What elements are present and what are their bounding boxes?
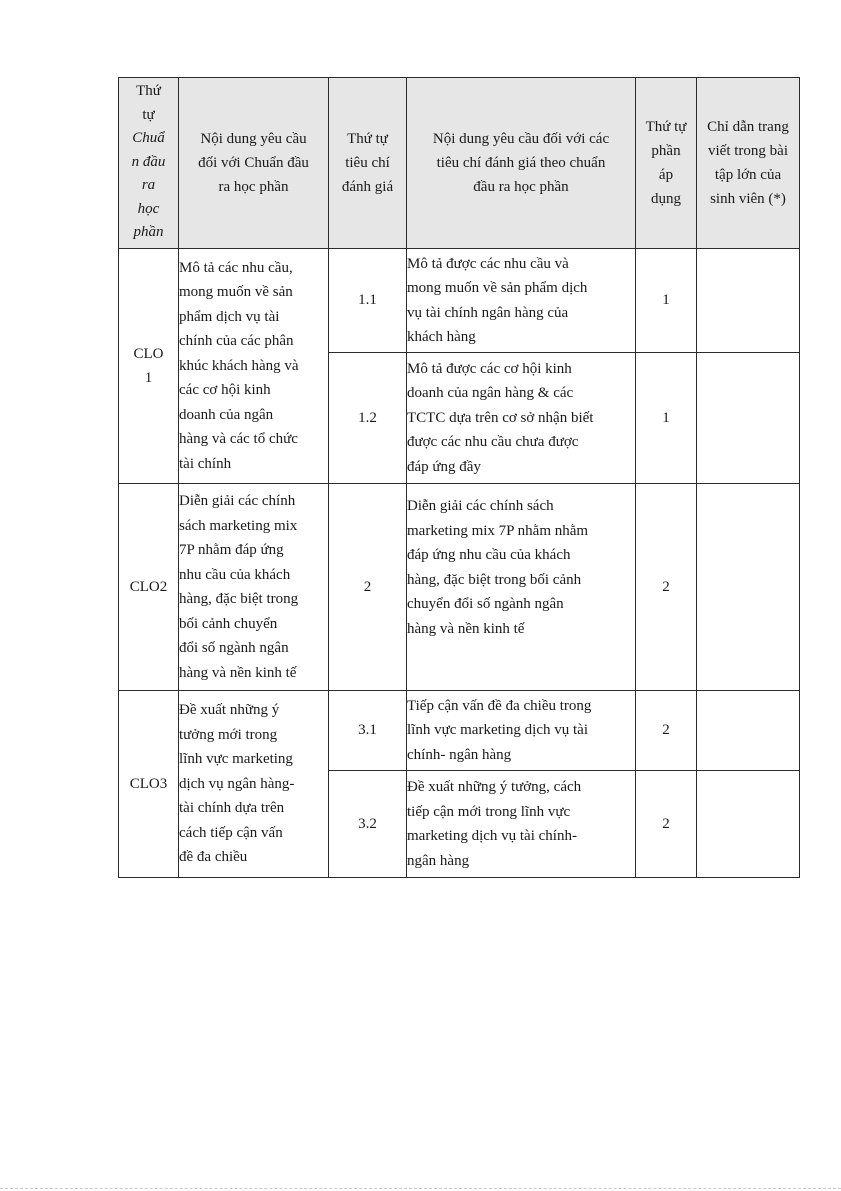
student-guide-cell [697, 484, 800, 691]
criteria-description: Đề xuất những ý tưởng, cách tiếp cận mới trong lĩnh vực marketing dịch vụ tài chính- ngân hàng [407, 771, 636, 878]
criteria-number: 1.2 [329, 353, 407, 484]
student-guide-cell [697, 771, 800, 878]
table-row [119, 691, 800, 771]
apply-order: 2 [636, 771, 697, 878]
clo-requirement: Diễn giải các chính sách marketing mix 7P nhằm đáp ứng nhu cầu của khách hàng, đặc biệt trong bối cảnh chuyển đổi số ngành ngân hàng và nền kinh tế [179, 484, 329, 691]
criteria-number: 1.1 [329, 249, 407, 353]
student-guide-cell [697, 691, 800, 771]
header-requirement: Nội dung yêu cầu đối với Chuẩn đầu ra học phần [179, 78, 329, 249]
clo-requirement: Mô tả các nhu cầu, mong muốn về sản phẩm dịch vụ tài chính của các phân khúc khách hàng và các cơ hội kinh doanh của ngân hàng và các tổ chức tài chính [179, 249, 329, 484]
criteria-number: 3.2 [329, 771, 407, 878]
criteria-description: Mô tả được các nhu cầu và mong muốn về sản phẩm dịch vụ tài chính ngân hàng của khách hàng [407, 249, 636, 353]
table-row [119, 484, 800, 691]
student-guide-cell [697, 249, 800, 353]
table-row [119, 249, 800, 353]
criteria-number: 3.1 [329, 691, 407, 771]
apply-order: 2 [636, 691, 697, 771]
header-student-guide: Chỉ dẫn trang viết trong bài tập lớn của sinh viên (*) [697, 78, 800, 249]
header-apply-order: Thứ tự phần áp dụng [636, 78, 697, 249]
header-criteria-order: Thứ tự tiêu chí đánh giá [329, 78, 407, 249]
page-bottom-divider [0, 1188, 841, 1189]
clo-requirement: Đề xuất những ý tưởng mới trong lĩnh vực marketing dịch vụ ngân hàng- tài chính dựa trên cách tiếp cận vấn đề đa chiều [179, 691, 329, 878]
clo-criteria-table [118, 77, 800, 878]
criteria-description: Tiếp cận vấn đề đa chiều trong lĩnh vực marketing dịch vụ tài chính- ngân hàng [407, 691, 636, 771]
student-guide-cell [697, 353, 800, 484]
criteria-number: 2 [329, 484, 407, 691]
header-clo-order: Thứ tự Chuẩ n đầu ra học phần [119, 78, 179, 249]
apply-order: 1 [636, 353, 697, 484]
table-header-row [119, 78, 800, 249]
criteria-description: Diễn giải các chính sách marketing mix 7P nhằm nhằm đáp ứng nhu cầu của khách hàng, đặc biệt trong bối cảnh chuyển đổi số ngành ngân hàng và nền kinh tế [407, 484, 636, 691]
clo-code: CLO 1 [119, 249, 179, 484]
clo-code: CLO3 [119, 691, 179, 878]
header-criteria-description: Nội dung yêu cầu đối với các tiêu chí đánh giá theo chuẩn đầu ra học phần [407, 78, 636, 249]
clo-code: CLO2 [119, 484, 179, 691]
criteria-description: Mô tả được các cơ hội kinh doanh của ngân hàng & các TCTC dựa trên cơ sở nhận biết được các nhu cầu chưa được đáp ứng đầy [407, 353, 636, 484]
apply-order: 1 [636, 249, 697, 353]
apply-order: 2 [636, 484, 697, 691]
